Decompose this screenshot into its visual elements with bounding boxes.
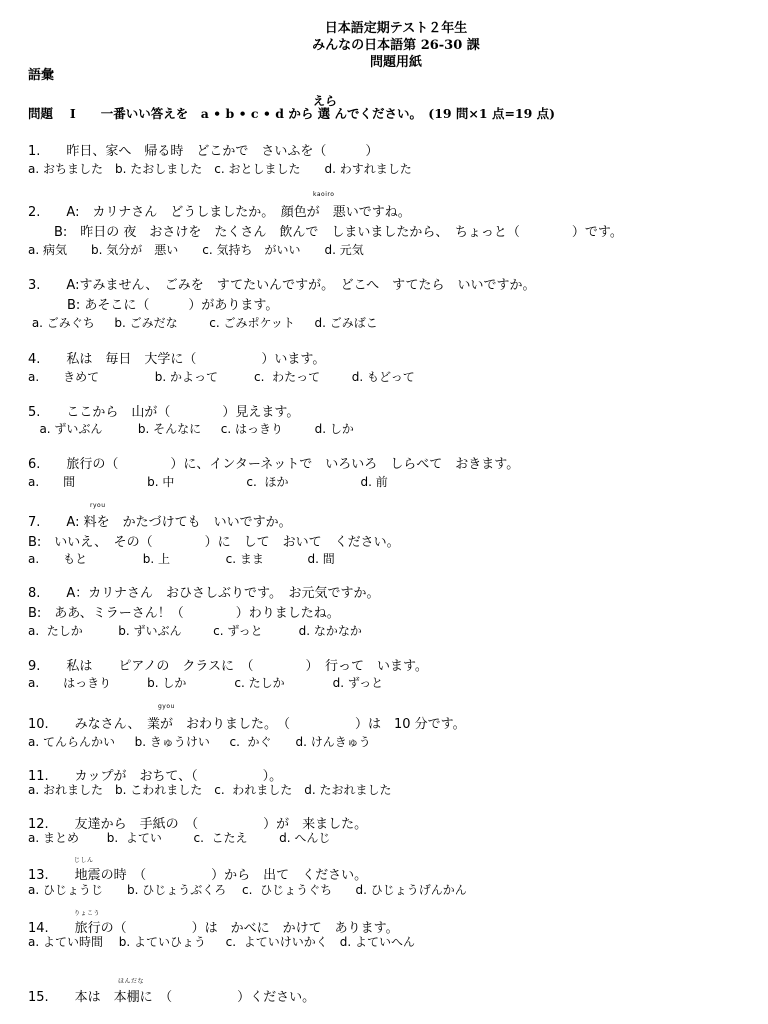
question-14-ruby: りょこう <box>74 910 101 917</box>
question-2-ruby: kaoiro <box>313 191 335 198</box>
question-14-options: a. よてい時間 b. よていひょう c. よていけいかく d. よていへん <box>28 935 415 949</box>
question-2-line-1: 2. A: カリナさん どうしましたか。 顔色が 悪いですね。 <box>28 205 411 220</box>
question-12-options: a. まとめ b. よてい c. こたえ d. へんじ <box>28 831 331 845</box>
question-9-options: a. はっきり b. しか c. たしか d. ずっと <box>28 676 384 690</box>
question-7-ruby: ryou <box>90 502 106 509</box>
question-2-options: a. 病気 b. 気分が 悪い c. 気持ち がいい d. 元気 <box>28 243 364 257</box>
header-line-3: 問題用紙 <box>369 55 422 70</box>
instruction-text: 問題 I 一番いい答えを a • b • c • d から 選 んでください。 (19 問×1 点=19 点) <box>28 106 556 121</box>
question-6-options: a. 間 b. 中 c. ほか d. 前 <box>28 475 388 489</box>
question-10-ruby: gyou <box>158 703 175 710</box>
question-11-options: a. おれました b. こわれました c. われました d. たおれました <box>28 783 392 797</box>
question-5: 5. ここから 山が（ ）見えます。 <box>28 405 300 420</box>
question-11: 11. カップが おちて、（ ）。 <box>28 769 283 784</box>
question-10-options: a. てんらんかい b. きゅうけい c. かぐ d. けんきゅう <box>28 735 371 749</box>
question-4-options: a. きめて b. かよって c. わたって d. もどって <box>28 370 415 384</box>
header-line-2: みんなの日本語第 26-30 課 <box>312 38 480 53</box>
question-6: 6. 旅行の（ ）に、インターネットで いろいろ しらべて おきます。 <box>28 457 520 472</box>
header-line-1: 日本語定期テスト２年生 <box>324 21 468 36</box>
question-4: 4. 私は 毎日 大学に（ ）います。 <box>28 352 326 367</box>
question-7-options: a. もと b. 上 c. まま d. 間 <box>28 552 335 566</box>
question-13-ruby: じしん <box>74 857 94 864</box>
question-3-line-1: 3. A:すみません、 ごみを すてたいんですが。 どこへ すてたら いいですか。 <box>28 278 536 293</box>
question-5-options: a. ずいぶん b. そんなに c. はっきり d. しか <box>28 422 354 436</box>
question-3-options: a. ごみぐち b. ごみだな c. ごみポケット d. ごみばこ <box>28 316 378 330</box>
question-15: 15. 本は 本棚に （ ）ください。 <box>28 990 316 1005</box>
question-3-line-2: B: あそこに（ ）があります。 <box>28 298 279 313</box>
question-14: 14. 旅行の（ ）は かべに かけて あります。 <box>28 921 399 936</box>
question-13: 13. 地震の時 （ ）から 出て ください。 <box>28 868 368 883</box>
question-13-options: a. ひじょうじ b. ひじょうぶくろ c. ひじょうぐち d. ひじょうげんかん <box>28 883 467 897</box>
instruction-ruby: えら <box>313 94 338 108</box>
question-12: 12. 友達から 手紙の （ ）が 来ました。 <box>28 817 368 832</box>
question-8-line-2: B: ああ、ミラーさん！（ ）わりましたね。 <box>28 606 340 621</box>
question-7-line-2: B: いいえ、 その（ ）に して おいて ください。 <box>28 535 400 550</box>
question-7-line-1: 7. A: 料を かたづけても いいですか。 <box>28 515 292 530</box>
question-8-options: a. たしか b. ずいぶん c. ずっと d. なかなか <box>28 624 362 638</box>
question-1-options: a. おちました b. たおしました c. おとしました d. わすれました <box>28 162 412 176</box>
question-10: 10. みなさん、 業が おわりました。 （ ）は 10 分です。 <box>28 717 466 732</box>
question-9: 9. 私は ピアノの クラスに （ ） 行って います。 <box>28 659 428 674</box>
question-15-ruby: ほんだな <box>118 978 145 985</box>
question-1: 1. 昨日、家へ 帰る時 どこかで さいふを（ ） <box>28 144 379 159</box>
question-8-line-1: 8. A：カリナさん おひさしぶりです。 お元気ですか。 <box>28 586 380 601</box>
section-title: 語彙 <box>28 68 55 83</box>
question-2-line-2: B: 昨日の 夜 おさけを たくさん 飲んで しまいましたから、 ちょっと（ ）です。 <box>28 225 623 240</box>
